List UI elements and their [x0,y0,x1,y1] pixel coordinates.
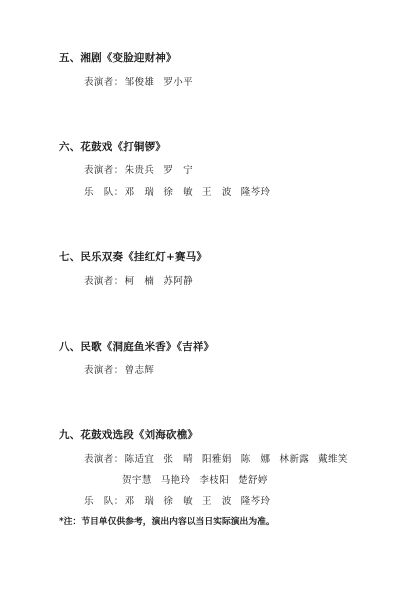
performer-name: 林新露 [279,454,310,465]
row-label: 表演者： [84,77,124,88]
band-member-name: 隆芩玲 [240,187,271,198]
program-item-9 [59,428,399,442]
performer-name: 马艳玲 [160,475,191,486]
performer-row [84,364,154,377]
performer-name: 柯 楠 [124,276,155,287]
performer-row [84,275,193,288]
row-label: 表演者： [84,276,124,287]
band-member-name: 邓 瑞 [124,187,155,198]
performer-name: 苏阿静 [163,276,194,287]
performer-name: 朱贵兵 [124,165,155,176]
band-member-name: 王 波 [202,496,232,507]
performer-names [125,453,348,466]
program-item-7 [59,250,399,264]
row-label: 乐 队： [84,187,124,198]
performer-row [84,76,193,89]
band-member-name: 徐 敏 [163,496,194,507]
band-names [125,186,271,199]
program-item-8 [59,340,399,354]
performer-row-continued [122,474,277,487]
performer-names [125,164,193,177]
performer-name: 李枝阳 [199,475,230,486]
program-item-6 [59,140,399,154]
band-row [84,186,270,199]
performer-name: 贺宇慧 [122,475,152,486]
program-item-5 [59,51,399,65]
row-label: 表演者： [84,165,124,176]
performer-name: 罗小平 [163,77,194,88]
row-label: 表演者： [84,454,124,465]
performer-name: 邹俊雄 [124,77,155,88]
performer-name: 陈 娜 [240,454,271,465]
performer-row [84,164,193,177]
performer-names [125,275,193,288]
band-member-name: 邓 瑞 [124,496,155,507]
band-member-name: 王 波 [202,187,232,198]
band-member-name: 徐 敏 [163,187,194,198]
performer-row [84,453,348,466]
band-names [125,495,271,508]
band-row [84,495,270,508]
performer-name: 阳雅娟 [202,454,232,465]
band-member-name: 隆芩玲 [240,496,271,507]
performer-names [125,76,193,89]
program-item-title: 五、湘剧《变脸迎财神》 [59,52,177,64]
row-label: 表演者： [84,365,124,376]
performer-name: 陈适宜 [124,454,155,465]
program-item-title: 六、花鼓戏《打铜锣》 [59,141,166,153]
program-note: *注：节目单仅供参考，演出内容以当日实际演出为准。 [59,517,275,527]
performer-name: 戴维笑 [318,454,348,465]
performer-name: 楚舒婷 [238,475,268,486]
performer-name: 张 晴 [163,454,194,465]
program-item-title: 八、民歌《洞庭鱼米香》《吉祥》 [59,341,215,353]
program-item-title: 七、民乐双奏《挂红灯+赛马》 [59,251,208,263]
performer-name: 罗 宁 [163,165,194,176]
performer-names [125,364,155,377]
performer-name: 曾志辉 [124,365,155,376]
row-label: 乐 队： [84,496,124,507]
program-item-title: 九、花鼓戏选段《刘海砍樵》 [59,429,199,441]
